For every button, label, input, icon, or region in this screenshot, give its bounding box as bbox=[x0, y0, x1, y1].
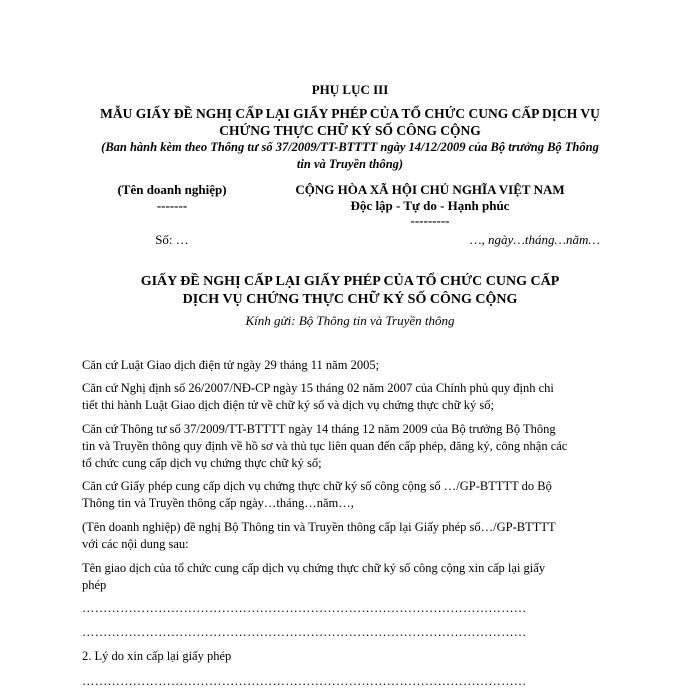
country-name: CỘNG HÒA XÃ HỘI CHỦ NGHĨA VIỆT NAM bbox=[295, 182, 565, 197]
paragraph-3-line1: Căn cứ Thông tư số 37/2009/TT-BTTTT ngày 14 tháng 12 năm 2009 của Bộ trưởng Bộ Thông bbox=[82, 422, 556, 436]
recipient-line bbox=[0, 313, 700, 329]
issued-note-line1: (Ban hành kèm theo Thông tư số 37/2009/TT-BTTTT ngày 14/12/2009 của Bộ trưởng Bộ Thông bbox=[101, 140, 599, 154]
form-title-line1: MẪU GIẤY ĐỀ NGHỊ CẤP LẠI GIẤY PHÉP CỦA TỔ CHỨC CUNG CẤP DỊCH VỤ bbox=[100, 106, 600, 121]
appendix-title: PHỤ LỤC III bbox=[311, 82, 389, 97]
fill-in-dots-1: …………………………………………………………………………………………… bbox=[82, 601, 527, 615]
item-1-line1: Tên giao dịch của tổ chức cung cấp dịch vụ chứng thực chữ ký số công cộng xin cấp lại giấy bbox=[82, 561, 546, 575]
recipient: Kính gửi: Bộ Thông tin và Truyền thông bbox=[245, 313, 455, 328]
company-name: (Tên doanh nghiệp) bbox=[117, 182, 227, 197]
paragraph-4-line2: Thông tin và Truyền thông cấp ngày…tháng…năm…, bbox=[82, 496, 354, 510]
paragraph-5-line2: với các nội dung sau: bbox=[82, 537, 189, 551]
company-divider: ------- bbox=[156, 198, 188, 213]
paragraph-4-line1: Căn cứ Giấy phép cung cấp dịch vụ chứng thực chữ ký số công cộng số …/GP-BTTTT do Bộ bbox=[82, 479, 552, 493]
fill-in-dots-3: …………………………………………………………………………………………… bbox=[82, 674, 527, 688]
item-1-line2: phép bbox=[82, 578, 107, 592]
motto-divider: --------- bbox=[410, 213, 450, 228]
paragraph-2-line1: Căn cứ Nghị định số 26/2007/NĐ-CP ngày 15 tháng 02 năm 2007 của Chính phủ quy định chi bbox=[82, 381, 554, 395]
issued-note-line2: tin và Truyền thông) bbox=[296, 157, 404, 171]
paragraph-3-line3: tổ chức cung cấp dịch vụ chứng thực chữ ký số; bbox=[82, 456, 322, 470]
document-number: Số: … bbox=[155, 232, 189, 247]
paragraph-5-line1: (Tên doanh nghiệp) đề nghị Bộ Thông tin và Truyền thông cấp lại Giấy phép số…/GP-BTTTT bbox=[82, 520, 556, 534]
document-title-line1: GIẤY ĐỀ NGHỊ CẤP LẠI GIẤY PHÉP CỦA TỔ CHỨC CUNG CẤP bbox=[140, 274, 560, 289]
paragraph-3-line2: tin và Truyền thông quy định về hồ sơ và thủ tục liên quan đến cấp phép, đăng ký, công nhận các bbox=[82, 439, 568, 453]
document-title-line2: DỊCH VỤ CHỨNG THỰC CHỮ KÝ SỐ CÔNG CỘNG bbox=[182, 292, 518, 307]
paragraph-2-line2: tiết thi hành Luật Giao dịch điện tử về chữ ký số và dịch vụ chứng thực chữ ký số; bbox=[82, 398, 494, 412]
item-2: 2. Lý do xin cấp lại giấy phép bbox=[82, 649, 232, 663]
national-motto: Độc lập - Tự do - Hạnh phúc bbox=[350, 198, 510, 213]
paragraph-1: Căn cứ Luật Giao dịch điện tử ngày 29 tháng 11 năm 2005; bbox=[82, 358, 380, 372]
fill-in-dots-2: …………………………………………………………………………………………… bbox=[82, 625, 527, 639]
form-title-line2: CHỨNG THỰC CHỮ KÝ SỐ CÔNG CỘNG bbox=[219, 123, 481, 138]
place-date: …, ngày…tháng…năm… bbox=[469, 232, 600, 247]
